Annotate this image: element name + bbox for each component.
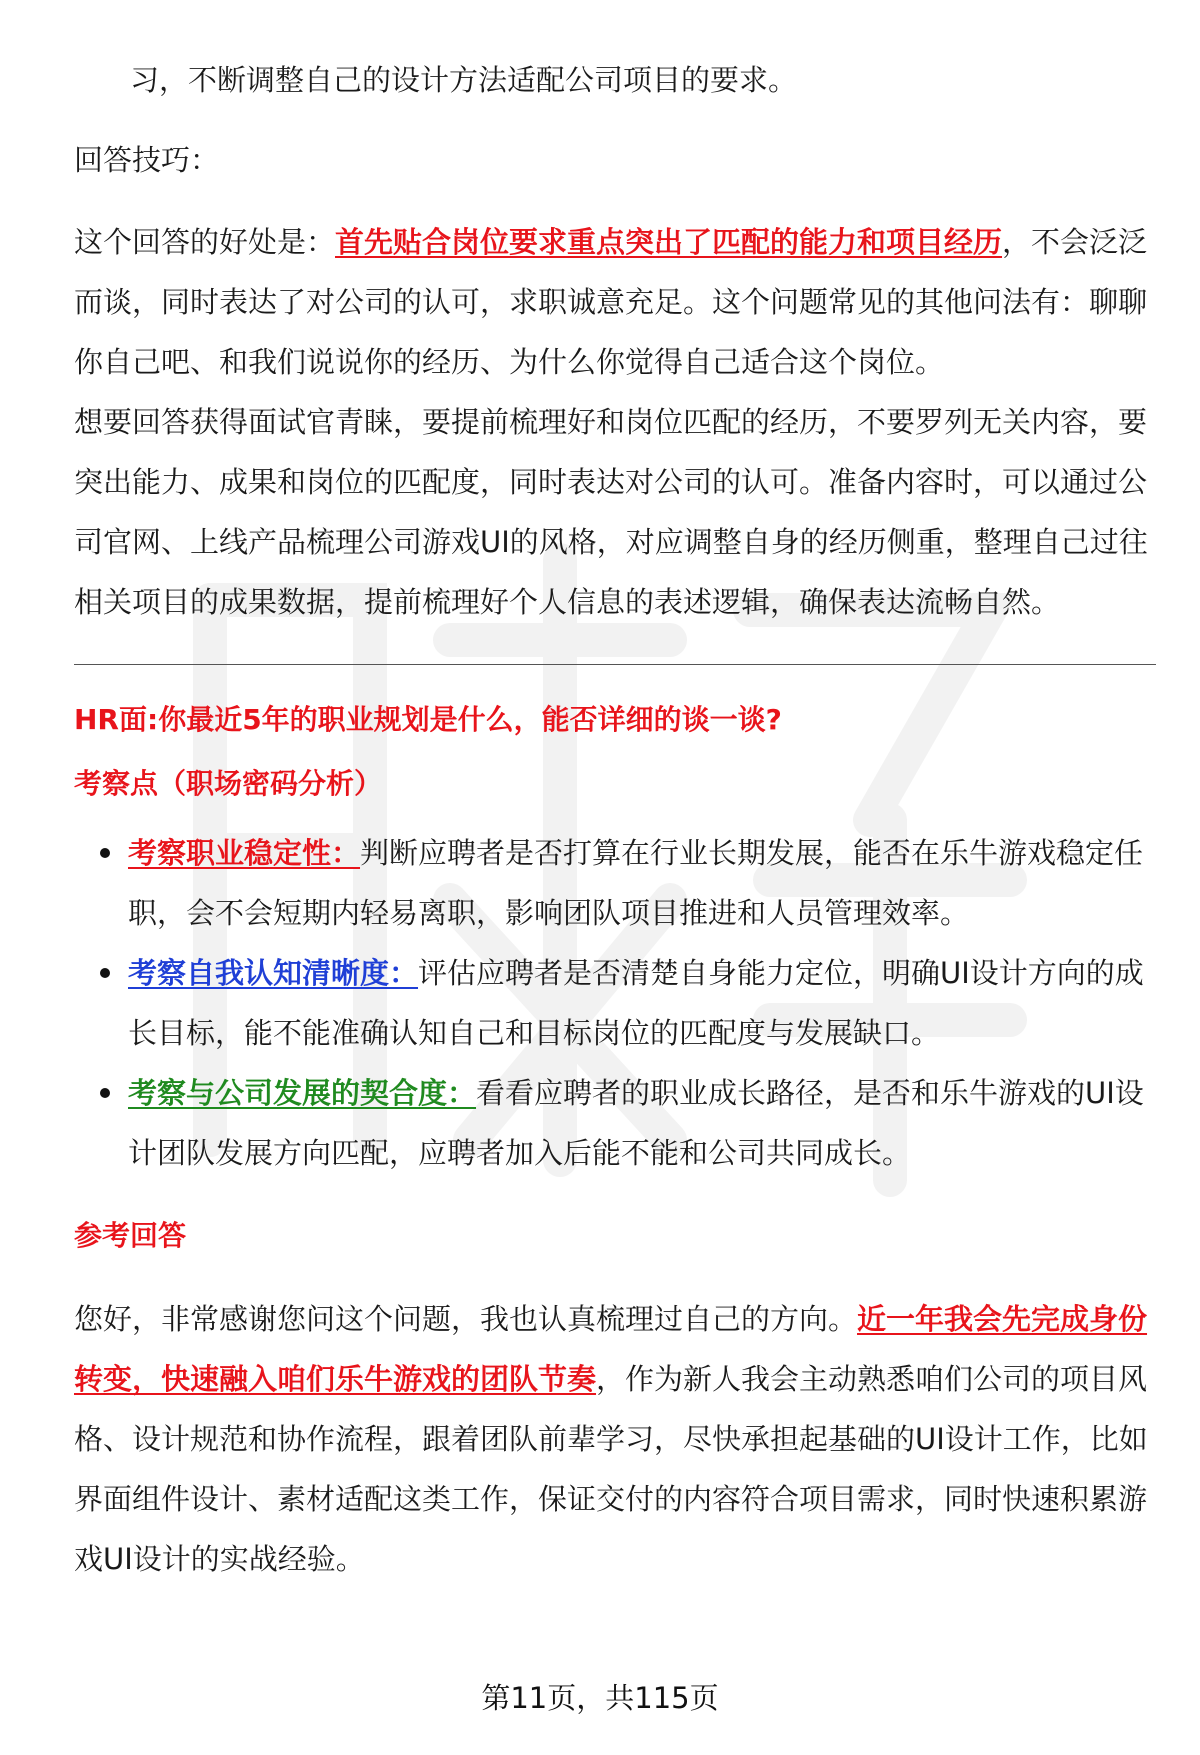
tips-prefix: 这个回答的好处是：	[74, 225, 336, 259]
point-text: 评估应聘者是否清楚自身能力定位，明确UI设计方向的成长目标，能不能准确认知自己和目标岗位的匹配度与发展缺口。	[128, 956, 1144, 1050]
bullet-icon	[100, 1088, 110, 1098]
point-label: 考察与公司发展的契合度：	[128, 1076, 477, 1110]
page-number: 第11页，共115页	[481, 1681, 719, 1715]
reference-heading: 参考回答	[74, 1219, 187, 1252]
main-content	[74, 50, 1156, 1589]
point-label: 考察自我认知清晰度：	[128, 956, 419, 990]
answer-highlight: 近一年我会先完成身份转变，快速融入咱们乐牛游戏的团队节奏	[74, 1302, 1148, 1396]
point-text: 判断应聘者是否打算在行业长期发展，能否在乐牛游戏稳定任职，会不会短期内轻易离职，影响团队项目推进和人员管理效率。	[128, 836, 1144, 930]
question-heading: HR面:你最近5年的职业规划是什么，能否详细的谈一谈?	[74, 703, 782, 736]
answer-paragraph	[74, 1289, 1156, 1589]
analysis-heading: 考察点（职场密码分析）	[74, 767, 383, 800]
tips-highlight: 首先贴合岗位要求重点突出了匹配的能力和项目经历	[335, 225, 1003, 259]
tips-paragraph-2: 想要回答获得面试官青睐，要提前梳理好和岗位匹配的经历，不要罗列无关内容，要突出能力、成果和岗位的匹配度，同时表达对公司的认可。准备内容时，可以通过公司官网、上线产品梳理公司游戏UI的风格，对应调整自身的经历侧重，整理自己过往相关项目的成果数据，提前梳理好个人信息的表述逻辑，确保表达流畅自然。	[74, 405, 1148, 619]
point-text: 看看应聘者的职业成长路径，是否和乐牛游戏的UI设计团队发展方向匹配，应聘者加入后能不能和公司共同成长。	[128, 1076, 1144, 1170]
section-divider	[74, 664, 1156, 665]
bullet-icon	[100, 968, 110, 978]
intro-line: 习，不断调整自己的设计方法适配公司项目的要求。	[130, 63, 798, 97]
answer-suffix: ，作为新人我会主动熟悉咱们公司的项目风格、设计规范和协作流程，跟着团队前辈学习，尽快承担起基础的UI设计工作，比如界面组件设计、素材适配这类工作，保证交付的内容符合项目需求，同时快速积累游戏UI设计的实战经验。	[74, 1362, 1148, 1576]
bullet-icon	[100, 848, 110, 858]
point-item-self-awareness	[74, 943, 1156, 1063]
tips-paragraph-1	[74, 212, 1156, 392]
point-item-company-fit	[74, 1063, 1156, 1183]
answer-prefix: 您好，非常感谢您问这个问题，我也认真梳理过自己的方向。	[74, 1302, 858, 1336]
point-label: 考察职业稳定性：	[128, 836, 361, 870]
point-item-stability	[74, 823, 1156, 943]
analysis-points	[74, 823, 1156, 1183]
tips-label: 回答技巧：	[74, 143, 220, 177]
tips-suffix: ，不会泛泛而谈，同时表达了对公司的认可，求职诚意充足。这个问题常见的其他问法有：聊聊你自己吧、和我们说说你的经历、为什么你觉得自己适合这个岗位。	[74, 225, 1148, 379]
